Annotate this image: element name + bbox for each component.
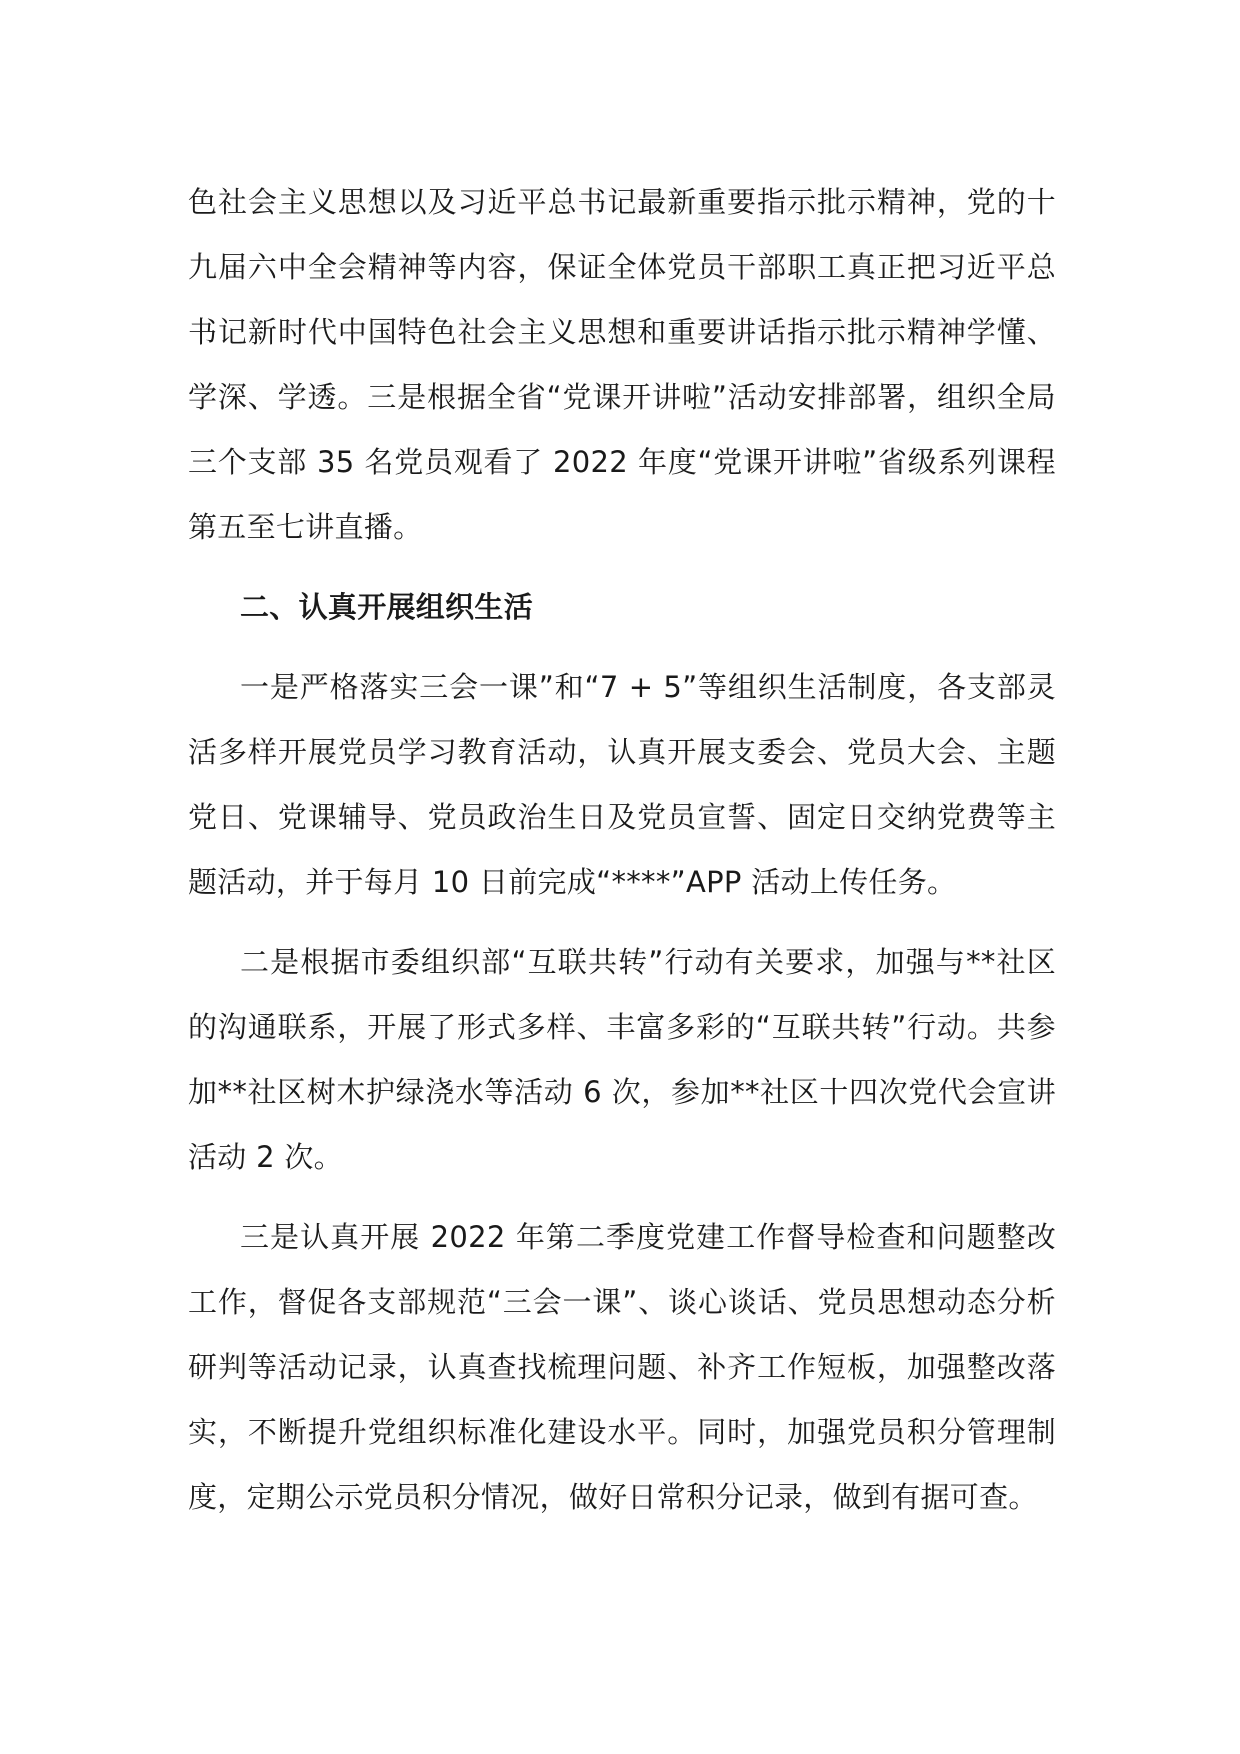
- section-heading: 二、认真开展组织生活: [240, 590, 534, 624]
- document-page: [188, 170, 1056, 1530]
- body-paragraph-1: 色社会主义思想以及习近平总书记最新重要指示批示精神，党的十九届六中全会精神等内容，保证全体党员干部职工真正把习近平总书记新时代中国特色社会主义思想和重要讲话指示批示精神学懂、学深、学透。三是根据全省“党课开讲啦”活动安排部署，组织全局三个支部 35 名党员观看了 2022 年度“党课开讲啦”省级系列课程第五至七讲直播。: [188, 185, 1056, 544]
- body-paragraph-2: 一是严格落实三会一课”和“7 + 5”等组织生活制度，各支部灵活多样开展党员学习教育活动，认真开展支委会、党员大会、主题党日、党课辅导、党员政治生日及党员宣誓、固定日交纳党费等主题活动，并于每月 10 日前完成“****”APP 活动上传任务。: [188, 670, 1056, 899]
- body-paragraph-4: 三是认真开展 2022 年第二季度党建工作督导检查和问题整改工作，督促各支部规范“三会一课”、谈心谈话、党员思想动态分析研判等活动记录，认真查找梳理问题、补齐工作短板，加强整改落实，不断提升党组织标准化建设水平。同时，加强党员积分管理制度，定期公示党员积分情况，做好日常积分记录，做到有据可查。: [188, 1220, 1056, 1514]
- body-paragraph-3: 二是根据市委组织部“互联共转”行动有关要求，加强与**社区的沟通联系，开展了形式多样、丰富多彩的“互联共转”行动。共参加**社区树木护绿浇水等活动 6 次，参加**社区十四次党代会宣讲活动 2 次。: [188, 945, 1056, 1174]
